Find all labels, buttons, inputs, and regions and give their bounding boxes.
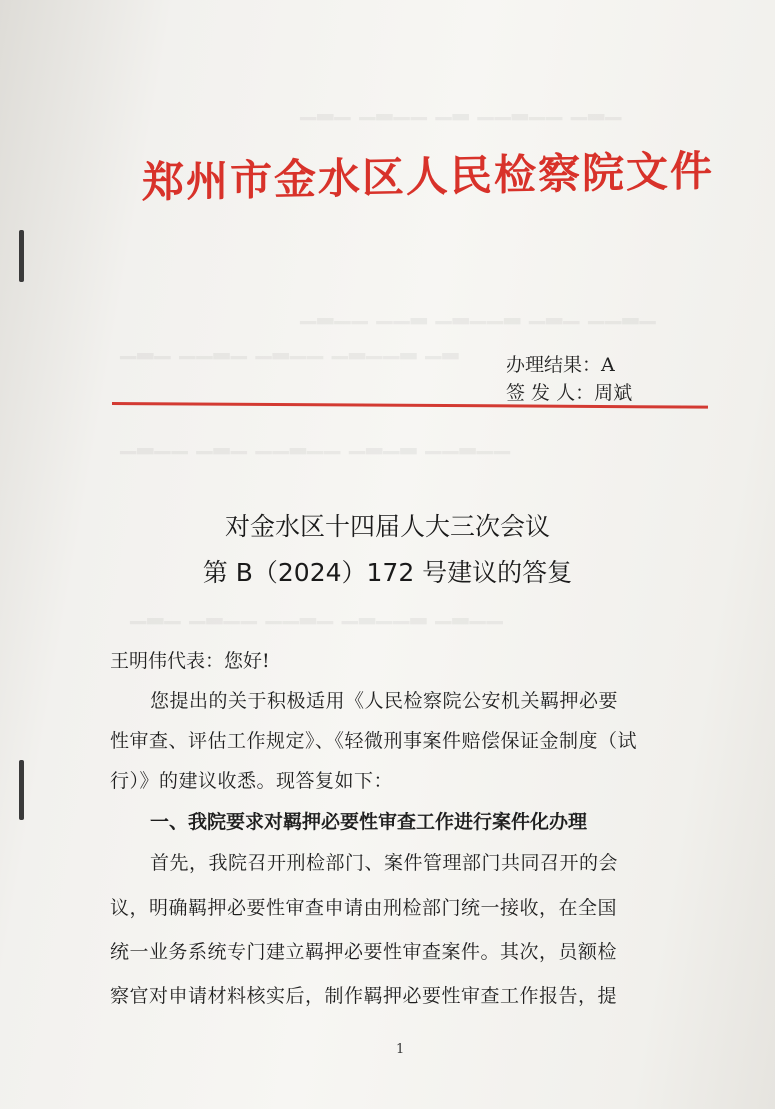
bleed-through-texture: ▁▂▁ ▁▂▁▁ ▁▁▂▁ ▁▂▁▁▂ ▁▂▁▁ (130, 600, 504, 624)
signer-label: 签 发 人： (506, 382, 595, 404)
paragraph-1-line: 性审查、评估工作规定》、《轻微刑事案件赔偿保证金制度（试 (110, 730, 638, 752)
paragraph-2-line: 首先，我院召开刑检部门、案件管理部门共同召开的会 (150, 852, 619, 874)
bleed-through-texture: ▁▂▁▁ ▁▁▂ ▁▂▁▁▂ ▁▂▁ ▁▁▂▁ (300, 300, 657, 324)
paragraph-2-line: 统一业务系统专门建立羁押必要性审查案件。其次，员额检 (110, 941, 618, 963)
document-header-title: 郑州市金水区人民检察院文件 (142, 146, 715, 207)
document-title-line-1: 对金水区十四届人大三次会议 (224, 512, 550, 541)
bleed-through-texture: ▁▂▁▁ ▁▂▁ ▁▁▂▁▁ ▁▂▁▂ ▁▁▂▁▁ (120, 430, 511, 454)
page-number: 1 (396, 1042, 405, 1057)
paragraph-1-line: 行）》的建议收悉。现答复如下： (110, 770, 394, 792)
bleed-through-texture: ▁▂▁ ▁▂▁▁ ▁▂ ▁▁▂▁▁ ▁▂▁ (300, 96, 623, 120)
binding-mark-top (19, 230, 24, 282)
binding-mark-bottom (19, 760, 24, 820)
signer-row (506, 378, 632, 405)
handling-result-value: A (601, 354, 615, 376)
handling-result-label: 办理结果： (506, 354, 602, 376)
paragraph-1-line: 您提出的关于积极适用《人民检察院公安机关羁押必要 (150, 690, 619, 712)
section-1-heading: 一、我院要求对羁押必要性审查工作进行案件化办理 (150, 811, 588, 833)
handling-result-row (506, 350, 615, 377)
document-title-line-2: 第 B（2024）172 号建议的答复 (202, 558, 573, 587)
paragraph-2-line: 议，明确羁押必要性审查申请由刑检部门统一接收，在全国 (110, 897, 618, 919)
salutation: 王明伟代表：您好! (110, 650, 270, 672)
signer-value: 周斌 (594, 382, 633, 404)
bleed-through-texture: ▁▂▁ ▁▁▂▁ ▁▂▁▁ ▁▂▁▁▂ ▁▂ (120, 335, 460, 359)
paragraph-2-line: 察官对申请材料核实后，制作羁押必要性审查工作报告，提 (110, 985, 618, 1007)
